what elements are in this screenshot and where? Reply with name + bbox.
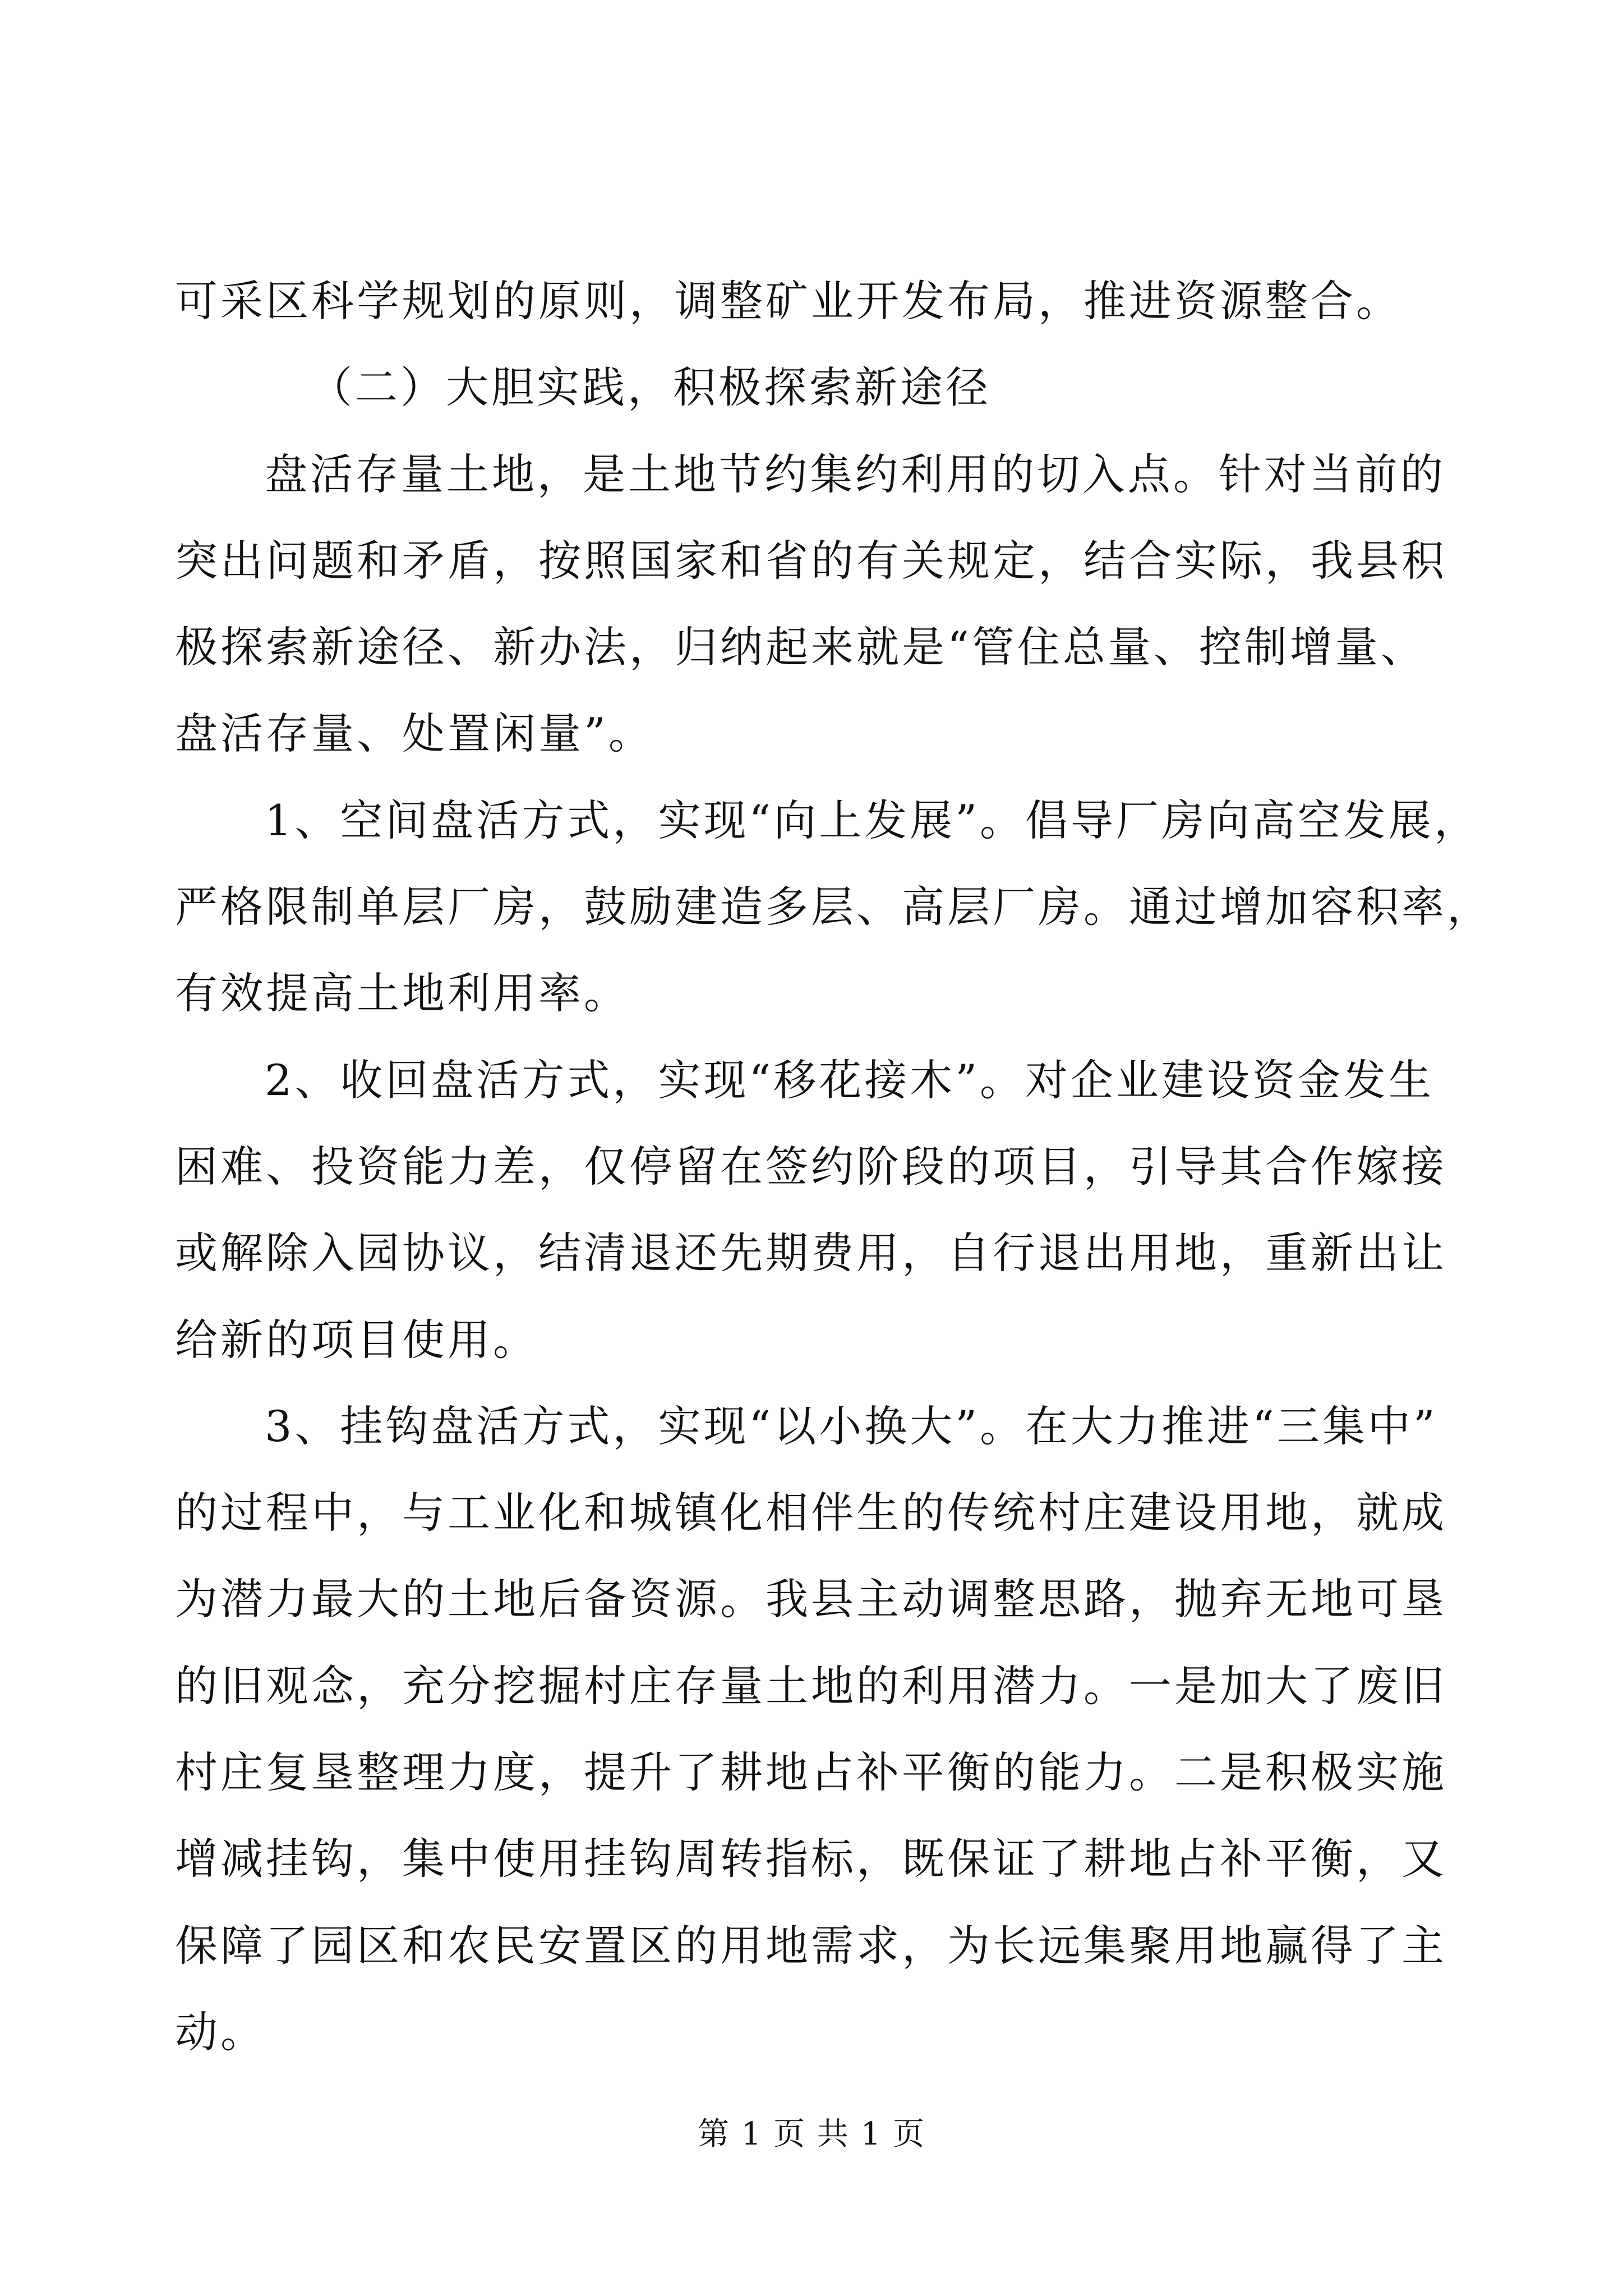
text-line: 或解除入园协议，结清退还先期费用，自行退出用地，重新出让: [175, 1228, 1447, 1278]
text-line: 动。: [175, 2007, 266, 2057]
page-footer: 第 1 页 共 1 页: [697, 2116, 926, 2152]
text-line: 村庄复垦整理力度，提升了耕地占补平衡的能力。二是积极实施: [175, 1747, 1447, 1798]
text-line: 增减挂钩，集中使用挂钩周转指标，既保证了耕地占补平衡，又: [175, 1834, 1447, 1884]
text-line: 2、收回盘活方式，实现“移花接木”。对企业建设资金发生: [265, 1055, 1435, 1105]
text-line: 严格限制单层厂房，鼓励建造多层、高层厂房。通过增加容积率，: [175, 882, 1492, 932]
text-line: 盘活存量土地，是土地节约集约利用的切入点。针对当前的: [265, 449, 1446, 499]
text-line: 为潜力最大的土地后备资源。我县主动调整思路，抛弃无地可垦: [175, 1574, 1447, 1625]
text-line: 可采区科学规划的原则，调整矿业开发布局，推进资源整合。: [175, 276, 1401, 326]
text-line: 困难、投资能力差，仅停留在签约阶段的项目，引导其合作嫁接: [175, 1141, 1447, 1191]
text-line: 给新的项目使用。: [175, 1314, 538, 1365]
text-line: 1、空间盘活方式，实现“向上发展”。倡导厂房向高空发展，: [265, 795, 1480, 845]
document-body: [175, 258, 1492, 2076]
text-line: 保障了园区和农民安置区的用地需求，为长远集聚用地赢得了主: [175, 1920, 1447, 1971]
text-line: 盘活存量、处置闲量”。: [175, 708, 654, 759]
text-line: 极探索新途径、新办法，归纳起来就是“管住总量、控制增量、: [175, 622, 1426, 673]
section-heading: （二）大胆实践，积极探索新途径: [310, 362, 991, 413]
text-line: 突出问题和矛盾，按照国家和省的有关规定，结合实际，我县积: [175, 535, 1447, 586]
text-line: 的过程中，与工业化和城镇化相伴生的传统村庄建设用地，就成: [175, 1488, 1447, 1538]
text-line: 的旧观念，充分挖掘村庄存量土地的利用潜力。一是加大了废旧: [175, 1660, 1447, 1711]
text-line: 3、挂钩盘活方式，实现“以小换大”。在大力推进“三集中”: [265, 1401, 1438, 1451]
text-line: 有效提高土地利用率。: [175, 968, 629, 1019]
